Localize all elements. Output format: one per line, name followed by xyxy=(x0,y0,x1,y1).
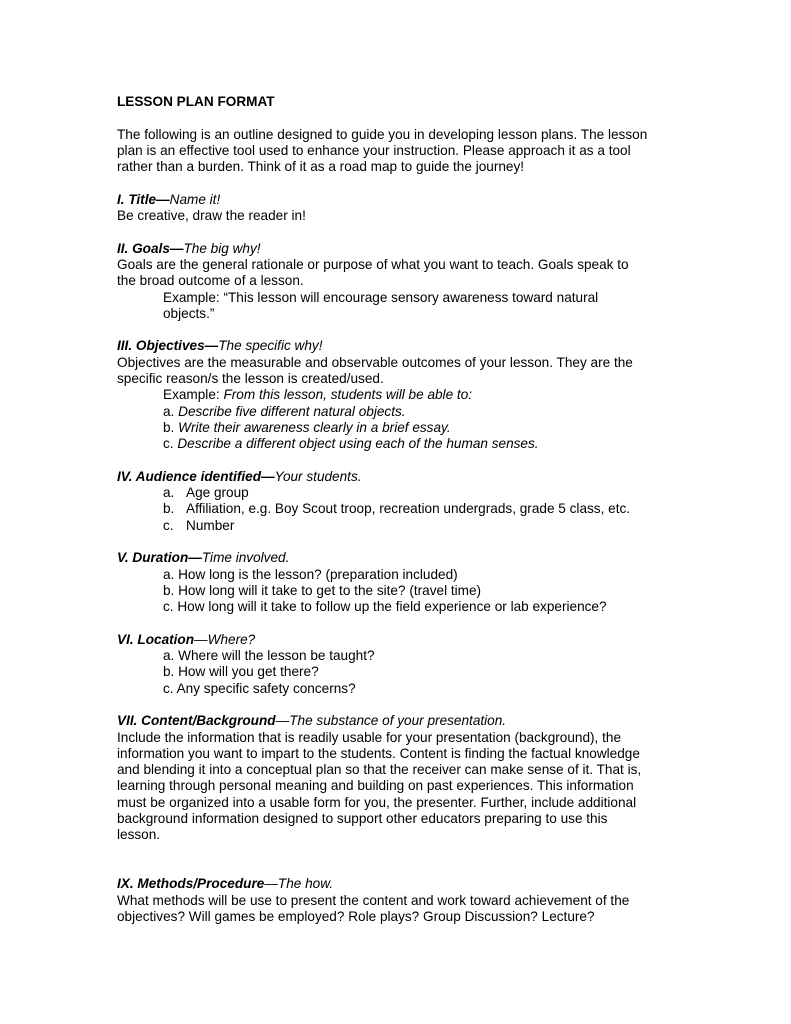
list-item xyxy=(117,501,677,517)
section-heading-label: I. Title xyxy=(117,191,157,207)
document-title: LESSON PLAN FORMAT xyxy=(117,94,275,109)
section-body-line: Include the information that is readily usable for your presentation (background), the xyxy=(117,729,622,745)
list-item: a. Where will the lesson be taught? xyxy=(163,648,375,664)
heading-dash: — xyxy=(264,876,278,892)
section-heading-duration xyxy=(117,550,677,566)
example-label: Example: xyxy=(163,387,224,403)
heading-dash: — xyxy=(194,631,208,647)
list-item-label: b. xyxy=(163,501,175,517)
section-heading-label: VII. Content/Background xyxy=(117,713,276,729)
heading-dash: — xyxy=(188,550,202,566)
list-item xyxy=(117,420,677,436)
section-body-line: objectives? Will games be employed? Role plays? Group Discussion? Lecture? xyxy=(117,908,595,924)
intro-line: rather than a burden. Think of it as a road map to guide the journey! xyxy=(117,159,525,175)
list-item-text: Describe five different natural objects. xyxy=(178,403,406,419)
example-line: Example: “This lesson will encourage sensory awareness toward natural xyxy=(163,289,599,305)
list-item-label: c. xyxy=(163,436,178,452)
list-item: b. How long will it take to get to the site? (travel time) xyxy=(163,582,482,598)
section-subtitle: Your students. xyxy=(274,468,362,484)
section-body-line: must be organized into a usable form for you, the presenter. Further, include additional xyxy=(117,794,637,810)
section-body-line: the broad outcome of a lesson. xyxy=(117,273,304,289)
section-body-line: What methods will be use to present the content and work toward achievement of the xyxy=(117,892,630,908)
section-subtitle: Time involved. xyxy=(201,550,290,566)
list-item-label: c. xyxy=(163,517,174,533)
section-body-line: learning through personal meaning and building on past experiences. This information xyxy=(117,778,634,794)
heading-dash: — xyxy=(261,468,275,484)
section-heading-methods xyxy=(117,876,677,892)
section-heading-objectives xyxy=(117,338,677,354)
list-item: b. How will you get there? xyxy=(163,664,319,680)
section-heading-goals xyxy=(117,241,677,257)
section-heading-label: IV. Audience identified xyxy=(117,468,262,484)
section-body-line: and blending it into a conceptual plan so that the receiver can make sense of it. That is, xyxy=(117,762,642,778)
intro-line: The following is an outline designed to guide you in developing lesson plans. The lesson xyxy=(117,126,648,142)
list-item-text: Number xyxy=(186,517,235,533)
list-item-text: Affiliation, e.g. Boy Scout troop, recreation undergrads, grade 5 class, etc. xyxy=(186,501,631,517)
heading-dash: — xyxy=(156,191,170,207)
list-item: c. Any specific safety concerns? xyxy=(163,680,356,696)
example-text: From this lesson, students will be able to: xyxy=(223,387,473,403)
intro-paragraph xyxy=(117,127,677,176)
list-item-text: Describe a different object using each of the human senses. xyxy=(177,436,539,452)
list-item xyxy=(117,518,677,534)
list-item-label: a. xyxy=(163,403,179,419)
section-heading-label: III. Objectives xyxy=(117,338,205,354)
section-heading-audience xyxy=(117,469,677,485)
section-heading-label: IX. Methods/Procedure xyxy=(117,876,265,892)
section-heading-label: VI. Location xyxy=(117,631,195,647)
section-subtitle: The how. xyxy=(277,876,334,892)
section-subtitle: The substance of your presentation. xyxy=(289,713,507,729)
list-item xyxy=(117,404,677,420)
section-body-line: specific reason/s the lesson is created/used. xyxy=(117,371,384,387)
section-body-line: Objectives are the measurable and observable outcomes of your lesson. They are the xyxy=(117,354,633,370)
example-line xyxy=(117,387,677,403)
list-item xyxy=(117,436,677,452)
section-heading-label: V. Duration xyxy=(117,550,189,566)
heading-dash: — xyxy=(275,713,290,729)
section-body-line: lesson. xyxy=(117,827,161,843)
example-line: objects.” xyxy=(163,305,215,321)
section-body-line: information you want to impart to the students. Content is finding the factual knowledge xyxy=(117,745,640,761)
audience-list xyxy=(117,485,677,534)
section-heading-content xyxy=(117,713,677,729)
list-item-label: b. xyxy=(163,419,179,435)
list-item: a. How long is the lesson? (preparation included) xyxy=(163,566,458,582)
heading-dash: — xyxy=(204,338,219,354)
section-heading-label: II. Goals xyxy=(117,240,170,256)
list-item-text: Age group xyxy=(186,485,249,501)
intro-line: plan is an effective tool used to enhance your instruction. Please approach it as a tool xyxy=(117,142,631,158)
section-heading-title xyxy=(117,192,677,208)
heading-dash: — xyxy=(169,240,184,256)
list-item-text: Write their awareness clearly in a brief essay. xyxy=(178,419,451,435)
section-subtitle: The specific why! xyxy=(218,338,323,354)
section-subtitle: Where? xyxy=(207,631,256,647)
document-page xyxy=(117,94,677,925)
list-item: c. How long will it take to follow up the field experience or lab experience? xyxy=(163,599,607,615)
section-body: Be creative, draw the reader in! xyxy=(117,208,306,224)
section-body-line: background information designed to support other educators preparing to use this xyxy=(117,811,608,827)
section-subtitle: Name it! xyxy=(169,191,221,207)
section-subtitle: The big why! xyxy=(183,240,261,256)
list-item-label: a. xyxy=(163,485,175,501)
section-body-line: Goals are the general rationale or purpose of what you want to teach. Goals speak to xyxy=(117,256,629,272)
section-heading-location xyxy=(117,632,677,648)
list-item xyxy=(117,485,677,501)
